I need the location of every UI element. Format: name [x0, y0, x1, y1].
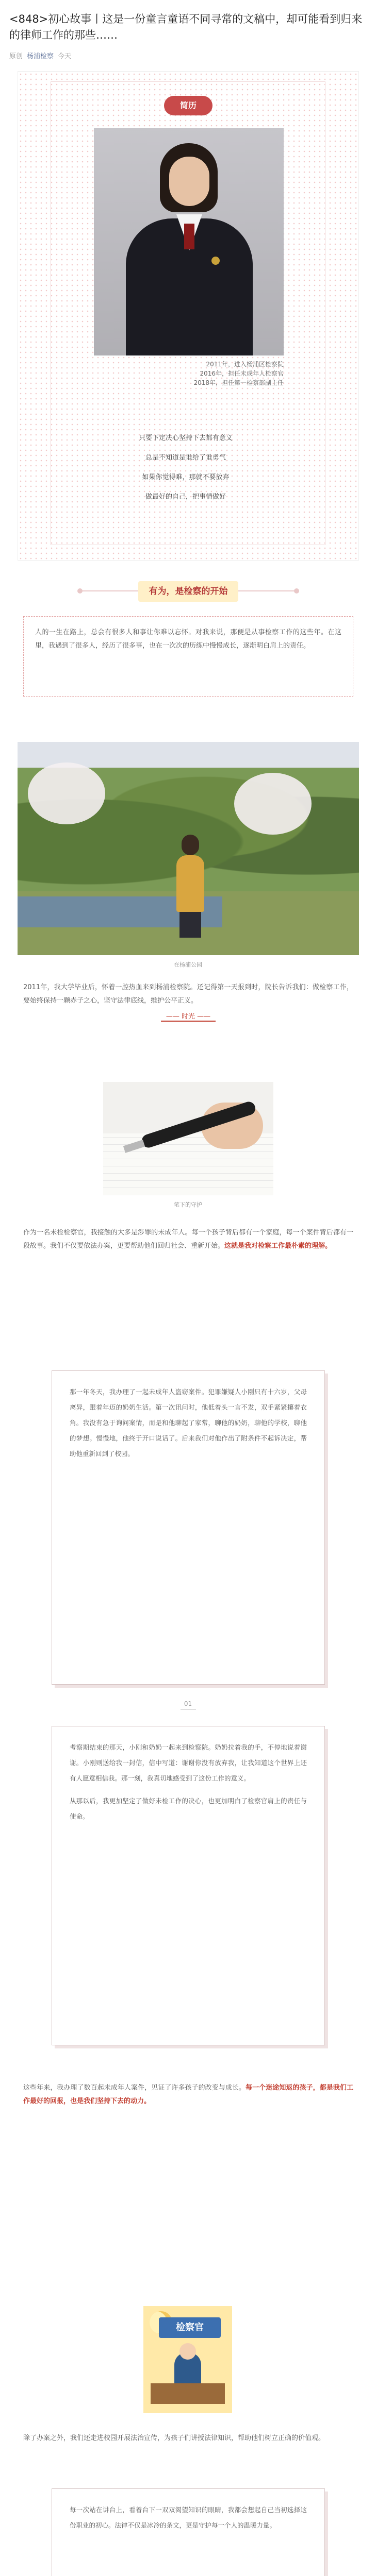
note-extra: 从那以后，我更加坚定了做好未检工作的决心，也更加明白了检察官肩上的责任与使命。 [70, 1797, 307, 1820]
para-text [23, 1226, 353, 1253]
pen-photo [103, 1082, 273, 1195]
meta-date: 今天 [58, 53, 72, 60]
para-block-2 [23, 1226, 353, 1253]
para-block-1 [23, 981, 353, 1022]
para-text-main: 作为一名未检检察官，我接触的大多是涉罪的未成年人。每一个孩子背后都有一个家庭，每一个案件背后都有一段故事。我们不仅要依法办案，更要帮助他们回归社会、重新开始。 [23, 1229, 353, 1250]
garden-caption: 在杨浦公园 [174, 961, 202, 968]
divider-dot [294, 588, 299, 594]
cartoon-illustration [143, 2306, 232, 2413]
quote-block [77, 429, 294, 507]
bio-lines [94, 360, 284, 387]
article-title: <848>初心故事丨这是一份童言童语不同寻常的文稿中，却可能看到归来的律师工作的那些…… [9, 13, 363, 41]
para-block-4 [23, 2432, 353, 2445]
portrait-photo [94, 128, 284, 355]
resume-badge: 简历 [164, 96, 212, 115]
story-note-2 [52, 1726, 325, 2045]
intro-box [23, 616, 353, 697]
pen-caption: 笔下的守护 [174, 1201, 202, 1208]
intro-text: 人的一生在路上，总会有很多人和事让你难以忘怀。对我来说，那便是从事检察工作的这些年。在这里，我遇到了很多人，经历了很多事，也在一次次的历练中慢慢成长，逐渐明白肩上的责任。 [35, 629, 341, 650]
quote-line: 总是不知道是谁给了谁勇气 [145, 454, 226, 462]
quote-line: 做最好的自己，把事情做好 [145, 493, 226, 501]
para-block-3 [23, 2081, 353, 2108]
divider-dot [77, 588, 83, 594]
note-text: 每一次站在讲台上，看着台下一双双渴望知识的眼睛，我都会想起自己当初选择这份职业的初心。法律不仅是冰冷的条文，更是守护每一个人的温暖力量。 [70, 2506, 307, 2529]
para-text-main: 这些年来，我办理了数百起未成年人案件，见证了许多孩子的改变与成长。 [23, 2084, 246, 2092]
garden-photo [18, 742, 359, 955]
cartoon-sign: 检察官 [159, 2317, 221, 2338]
bio-line: 2011年，进入杨浦区检察院 [206, 361, 284, 368]
quote-line: 如果你觉得难，那就不要放弃 [142, 473, 230, 481]
bio-line: 2018年，担任第一检察部副主任 [193, 379, 284, 386]
article-header [9, 11, 367, 60]
para-text: 2011年，我大学毕业后，怀着一腔热血来到杨浦检察院。还记得第一天报到时，院长告诉我们：做检察工作，要始终保持一颗赤子之心，坚守法律底线，维护公平正义。 [23, 984, 353, 1005]
time-tag: —— 时光 —— [161, 1011, 216, 1022]
account-link[interactable]: 杨浦检察 [27, 53, 54, 60]
para-highlight: 每一个迷途知返的孩子，都是我们工作最好的回报，也是我们坚持下去的动力。 [23, 2084, 353, 2105]
para-text: 除了办案之外，我们还走进校园开展法治宣传，为孩子们讲授法律知识，帮助他们树立正确的价值观。 [23, 2434, 325, 2442]
note-number-text: 01 [184, 1700, 192, 1707]
meta-source: 原创 [9, 53, 23, 60]
section-title: 有为，是检察的开始 [138, 581, 238, 602]
note-number [0, 1700, 376, 1710]
para-highlight: 这就是我对检察工作最朴素的理解。 [224, 1242, 332, 1250]
note-text: 考察期结束的那天，小刚和奶奶一起来到检察院。奶奶拉着我的手，不停地说着谢谢。小刚则送给我一封信，信中写道：谢谢你没有放弃我，让我知道这个世界上还有人愿意相信我。那一刻，我真切地感受到了这份工作的意义。 [70, 1743, 307, 1782]
quote-line: 只要下定决心坚持下去都有意义 [138, 434, 233, 442]
para-text [23, 2081, 353, 2108]
section-heading [0, 576, 376, 607]
bio-line: 2016年，担任未成年人检察官 [200, 370, 284, 377]
story-note-1 [52, 1370, 325, 1685]
note-text: 那一年冬天，我办理了一起未成年人盗窃案件。犯罪嫌疑人小刚只有十六岁，父母离异，跟着年迈的奶奶生活。第一次讯问时，他低着头一言不发，双手紧紧攥着衣角。我没有急于询问案情，而是和他聊起了家常，聊他的奶奶，聊他的学校，聊他的梦想。慢慢地，他终于开口说话了。后来我们对他作出了附条件不起诉决定，帮助他重新回到了校园。 [70, 1388, 307, 1458]
article-meta [9, 50, 367, 60]
story-note-3 [52, 2488, 325, 2576]
